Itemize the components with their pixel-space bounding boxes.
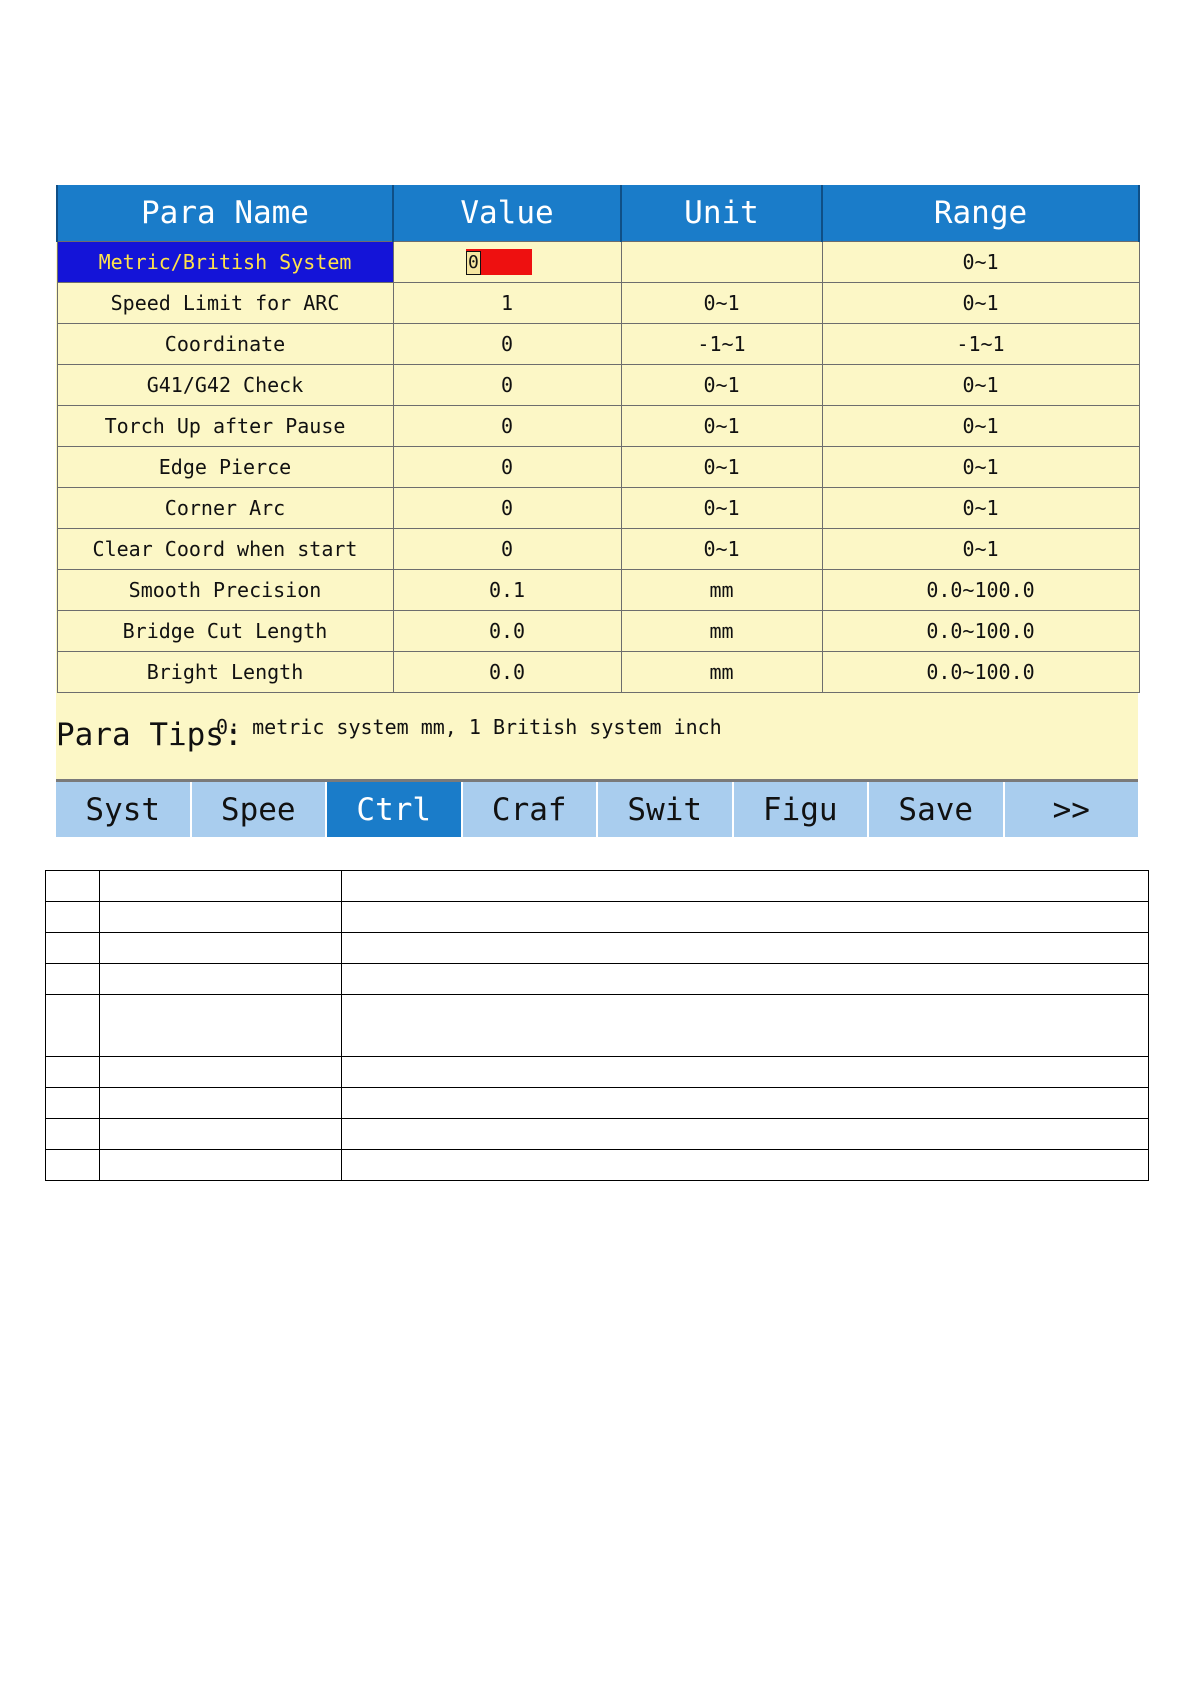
blank-row [46,1150,1149,1181]
header-unit: Unit [621,185,822,242]
softkey-bar [56,782,1138,837]
blank-cell [100,871,342,902]
param-range: 0~1 [822,447,1139,488]
softkey-craf[interactable]: Craf [463,782,599,837]
param-value: 0 [393,324,621,365]
blank-row [46,1088,1149,1119]
param-unit: 0~1 [621,406,822,447]
param-unit: 0~1 [621,447,822,488]
softkey-spee[interactable]: Spee [192,782,328,837]
blank-cell [100,1119,342,1150]
param-value: 1 [393,283,621,324]
blank-cell [46,871,100,902]
param-name: Torch Up after Pause [57,406,393,447]
blank-cell [100,1057,342,1088]
softkey-more[interactable]: >> [1005,782,1139,837]
table-header-row [57,185,1139,242]
header-para-name: Para Name [57,185,393,242]
param-range: 0.0~100.0 [822,570,1139,611]
param-name: Metric/British System [57,242,393,283]
param-range: 0~1 [822,406,1139,447]
value-edit-field[interactable] [466,249,532,275]
blank-cell [342,1057,1149,1088]
table-row[interactable] [57,283,1139,324]
blank-row [46,995,1149,1057]
param-value-cell[interactable] [393,242,621,283]
para-tips-label: Para Tips: [56,717,243,753]
param-name: Corner Arc [57,488,393,529]
table-row[interactable] [57,529,1139,570]
param-name: Clear Coord when start [57,529,393,570]
blank-cell [342,933,1149,964]
blank-cell [342,964,1149,995]
para-tips-panel [56,705,1138,782]
param-value: 0 [393,406,621,447]
blank-cell [46,1119,100,1150]
blank-cell [100,1150,342,1181]
param-value: 0.0 [393,652,621,693]
param-value: 0.0 [393,611,621,652]
param-range: 0.0~100.0 [822,611,1139,652]
cnc-parameter-screen [56,185,1138,837]
softkey-syst[interactable]: Syst [56,782,192,837]
table-row[interactable] [57,488,1139,529]
blank-cell [46,933,100,964]
blank-cell [46,1150,100,1181]
empty-description-table [45,870,1149,1181]
param-unit: 0~1 [621,365,822,406]
param-name: Bridge Cut Length [57,611,393,652]
table-row[interactable] [57,447,1139,488]
param-unit: 0~1 [621,488,822,529]
blank-cell [46,1088,100,1119]
param-value: 0 [393,365,621,406]
param-name: Speed Limit for ARC [57,283,393,324]
softkey-save[interactable]: Save [869,782,1005,837]
param-value: 0 [393,447,621,488]
blank-cell [46,902,100,933]
table-row[interactable] [57,611,1139,652]
softkey-swit[interactable]: Swit [598,782,734,837]
param-name: G41/G42 Check [57,365,393,406]
param-value: 0.1 [393,570,621,611]
blank-row [46,933,1149,964]
param-range: 0.0~100.0 [822,652,1139,693]
param-unit: mm [621,611,822,652]
table-row[interactable] [57,406,1139,447]
param-range: 0~1 [822,283,1139,324]
parameter-table [56,185,1140,693]
blank-cell [100,1088,342,1119]
param-range: 0~1 [822,242,1139,283]
table-row[interactable] [57,365,1139,406]
param-value: 0 [393,488,621,529]
table-row[interactable] [57,652,1139,693]
blank-cell [100,964,342,995]
para-tips-text: 0: metric system mm, 1 British system inch [216,715,722,739]
table-row-metric-british-system[interactable] [57,242,1139,283]
param-name: Coordinate [57,324,393,365]
param-name: Bright Length [57,652,393,693]
softkey-ctrl[interactable]: Ctrl [327,782,463,837]
table-row[interactable] [57,324,1139,365]
blank-row [46,902,1149,933]
param-unit [621,242,822,283]
param-value: 0 [393,529,621,570]
blank-cell [342,1119,1149,1150]
softkey-figu[interactable]: Figu [734,782,870,837]
blank-cell [342,902,1149,933]
blank-row [46,1057,1149,1088]
blank-row [46,964,1149,995]
blank-cell [342,995,1149,1057]
blank-cell [342,1088,1149,1119]
blank-cell [100,933,342,964]
param-name: Edge Pierce [57,447,393,488]
header-value: Value [393,185,621,242]
blank-cell [100,995,342,1057]
table-row[interactable] [57,570,1139,611]
param-name: Smooth Precision [57,570,393,611]
blank-row [46,1119,1149,1150]
value-cursor-text: 0 [468,252,479,274]
header-range: Range [822,185,1139,242]
param-unit: -1~1 [621,324,822,365]
param-unit: 0~1 [621,283,822,324]
param-unit: mm [621,570,822,611]
blank-cell [342,1150,1149,1181]
blank-row [46,871,1149,902]
blank-cell [46,995,100,1057]
blank-cell [46,964,100,995]
blank-cell [342,871,1149,902]
param-unit: 0~1 [621,529,822,570]
param-range: -1~1 [822,324,1139,365]
blank-cell [100,902,342,933]
param-unit: mm [621,652,822,693]
blank-cell [46,1057,100,1088]
param-range: 0~1 [822,529,1139,570]
param-range: 0~1 [822,365,1139,406]
param-range: 0~1 [822,488,1139,529]
